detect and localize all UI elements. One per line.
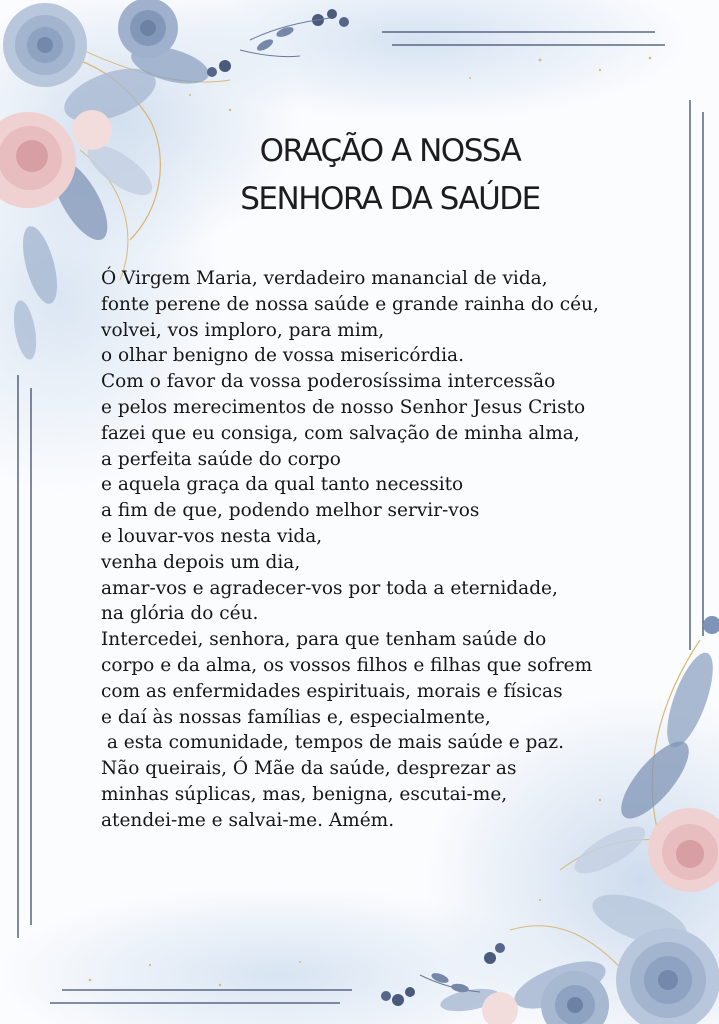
prayer-line: e aquela graça da qual tanto necessito	[101, 474, 464, 496]
prayer-line: na glória do céu.	[101, 603, 259, 625]
prayer-line: venha depois um dia,	[101, 551, 301, 573]
prayer-line: Intercedei, senhora, para que tenham saúde do	[101, 629, 547, 651]
prayer-line: com as enfermidades espirituais, morais e físicas	[101, 680, 563, 702]
prayer-line: o olhar benigno de vossa misericórdia.	[101, 345, 464, 367]
prayer-line: volvei, vos imploro, para mim,	[101, 319, 385, 341]
prayer-line: Não queirais, Ó Mãe da saúde, desprezar as	[101, 758, 517, 780]
prayer-line: fazei que eu consiga, com salvação de minha alma,	[101, 422, 580, 444]
prayer-line: Com o favor da vossa poderosíssima intercessão	[101, 371, 556, 393]
prayer-line: fonte perene de nossa saúde e grande rainha do céu,	[101, 293, 599, 315]
prayer-line: a perfeita saúde do corpo	[101, 448, 341, 470]
prayer-line: e pelos merecimentos de nosso Senhor Jesus Cristo	[101, 396, 586, 418]
page-title-line-2: SENHORA DA SAÚDE	[240, 181, 540, 217]
prayer-line: Ó Virgem Maria, verdadeiro manancial de vida,	[101, 268, 548, 289]
prayer-line: e louvar-vos nesta vida,	[101, 525, 323, 547]
prayer-line: e daí às nossas famílias e, especialmente,	[101, 706, 491, 728]
prayer-line: a esta comunidade, tempos de mais saúde e paz.	[101, 732, 565, 754]
prayer-text	[101, 266, 671, 834]
page-title-line-1: ORAÇÃO A NOSSA	[259, 133, 521, 169]
prayer-line: corpo e da alma, os vossos filhos e filhas que sofrem	[101, 654, 593, 676]
prayer-line: atendei-me e salvai-me. Amém.	[101, 809, 395, 831]
prayer-line: a fim de que, podendo melhor servir-vos	[101, 500, 480, 522]
prayer-line: minhas súplicas, mas, benigna, escutai-me,	[101, 783, 508, 805]
prayer-line: amar-vos e agradecer-vos por toda a eternidade,	[101, 577, 558, 599]
